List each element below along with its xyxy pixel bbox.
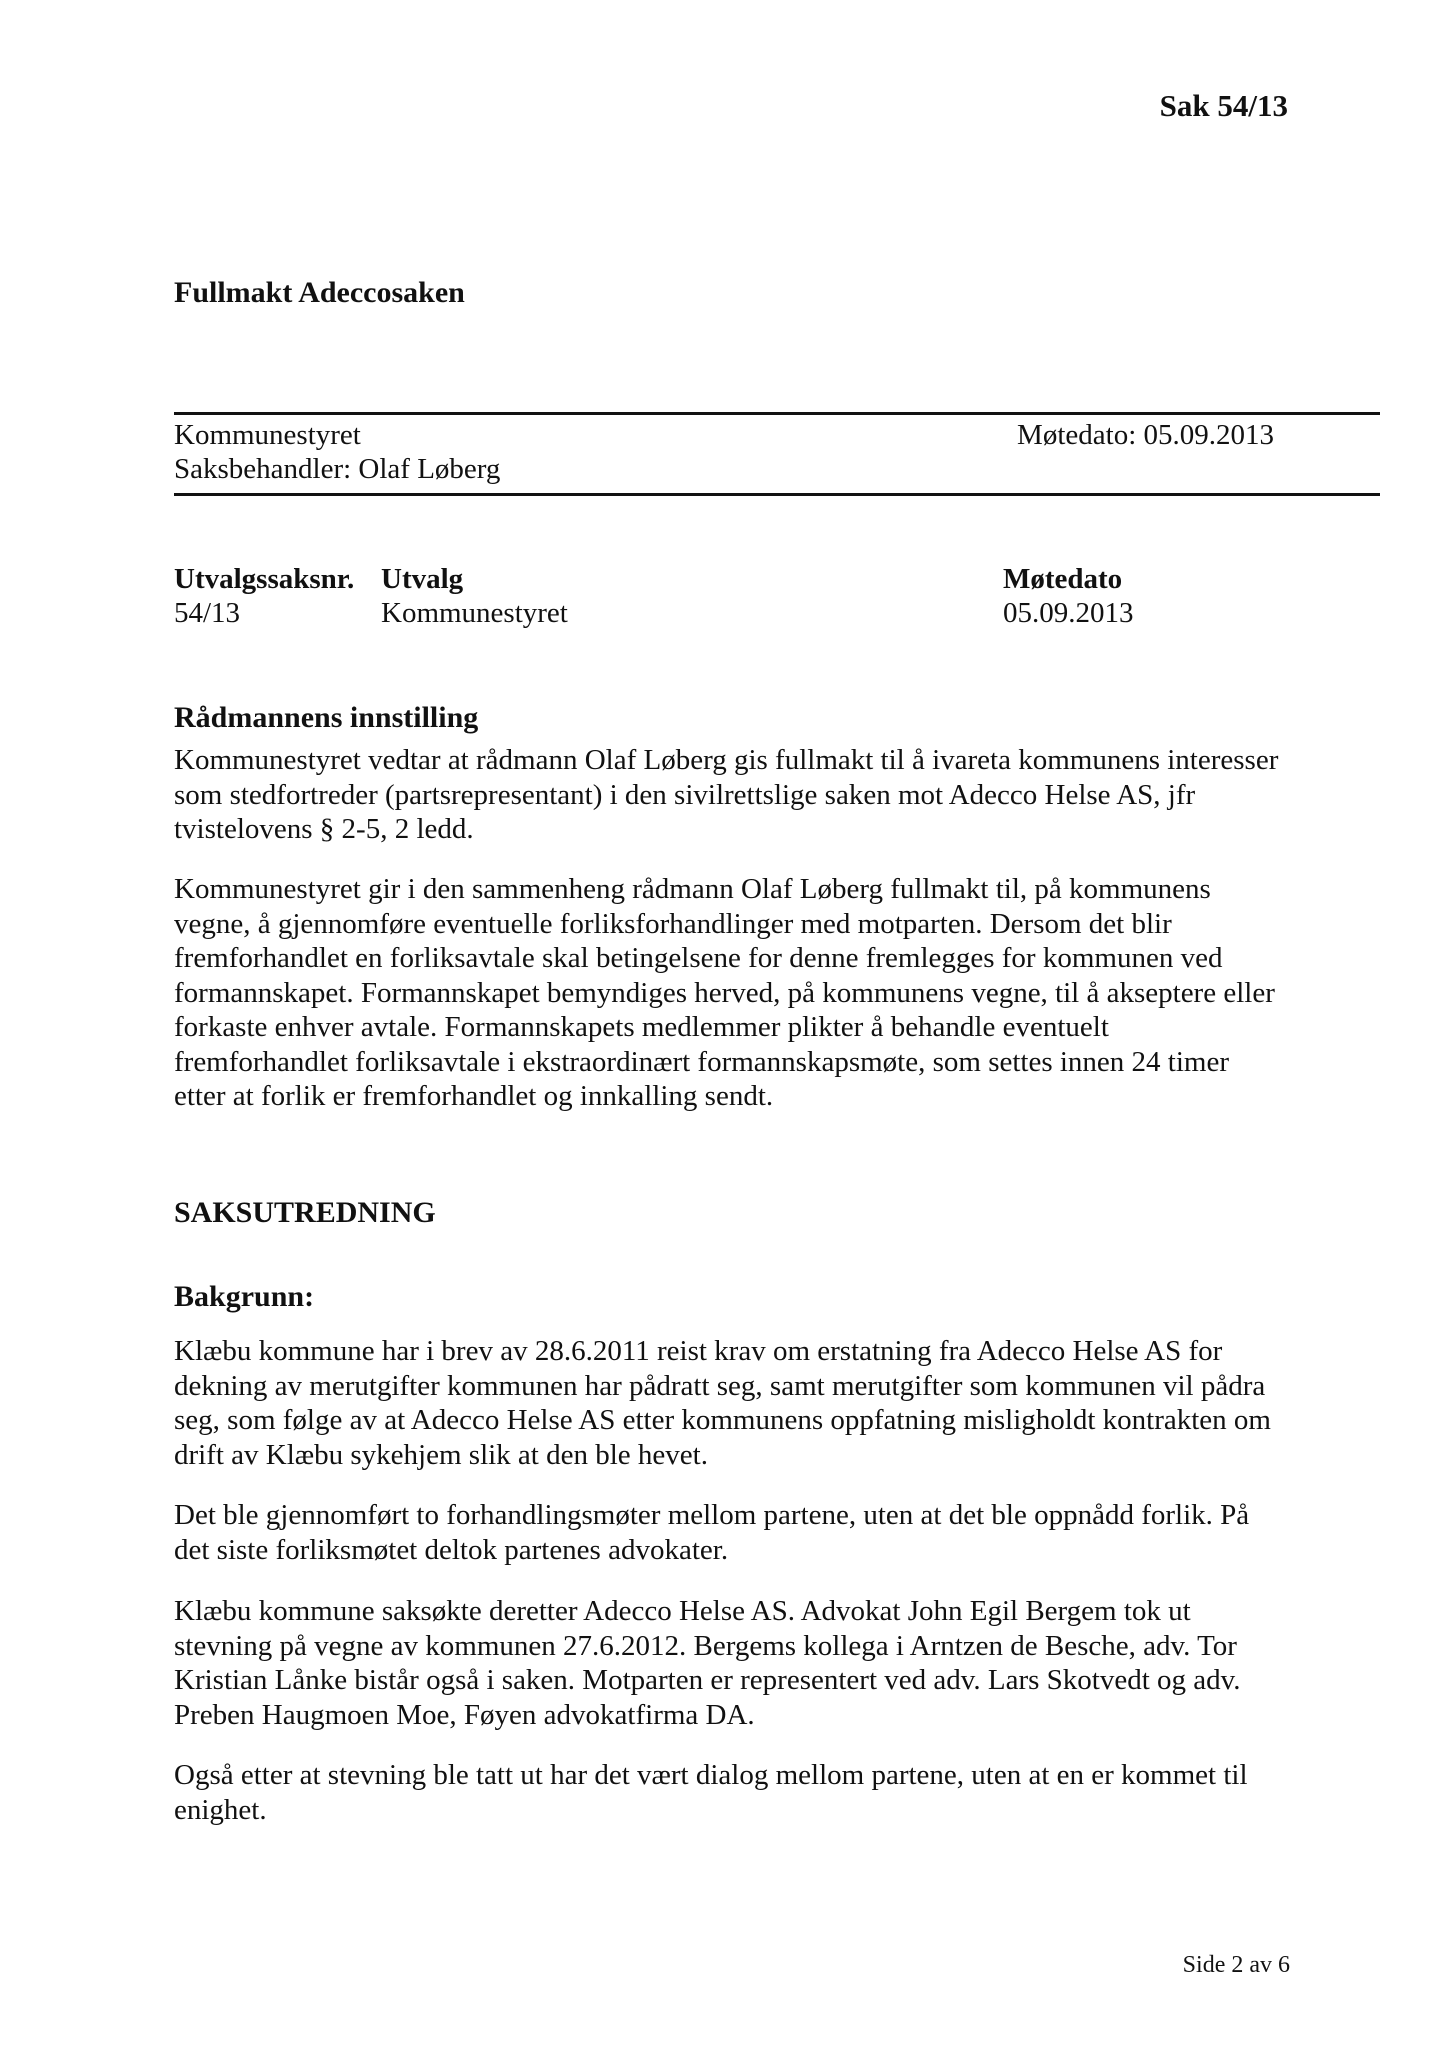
case-table-cell-committee: Kommunestyret <box>381 597 568 629</box>
background-paragraph-2: Det ble gjennomført to forhandlingsmøter mellom partene, uten at det ble oppnådd forlik. På det siste forliksmøtet deltok partenes advokater. <box>174 1499 1250 1566</box>
case-reference: Sak 54/13 <box>1159 88 1288 123</box>
recommendation-paragraph-1: Kommunestyret vedtar at rådmann Olaf Løberg gis fullmakt til å ivareta kommunens interesser som stedfortreder (partsrepresentant) i den sivilrettslige saken mot Adecco Helse AS, jfr tvistelovens § 2-5, 2 ledd. <box>174 744 1279 845</box>
background-paragraph-4: Også etter at stevning ble tatt ut har det vært dialog mellom partene, uten at en er kommet til enighet. <box>174 1759 1248 1826</box>
case-table-cell-date: 05.09.2013 <box>1003 597 1134 629</box>
recommendation-paragraph-2: Kommunestyret gir i den sammenheng rådmann Olaf Løberg fullmakt til, på kommunens vegne, å gjennomføre eventuelle forliksforhandlinger med motparten. Dersom det blir fremforhandlet en forliksavtale skal betingelsene for denne fremlegges for kommunen ved formannskapet. Formannskapet bemyndiges herved, på kommunens vegne, til å akseptere eller forkaste enhver avtale. Formannskapets medlemmer plikter å behandle eventuelt fremforhandlet forliksavtale i ekstraordinært formannskapsmøte, som settes innen 24 timer etter at forlik er fremforhandlet og innkalling sendt. <box>174 873 1275 1112</box>
case-table-cell-number: 54/13 <box>174 597 241 629</box>
recommendation-heading: Rådmannens innstilling <box>174 701 479 734</box>
background-paragraph-3: Klæbu kommune saksøkte deretter Adecco Helse AS. Advokat John Egil Bergem tok ut stevning på vegne av kommunen 27.6.2012. Bergems kollega i Arntzen de Besche, adv. Tor Kristian Lånke bistår også i saken. Motparten er representert ved adv. Lars Skotvedt og adv. Preben Haugmoen Moe, Føyen advokatfirma DA. <box>174 1595 1241 1731</box>
case-handler: Saksbehandler: Olaf Løberg <box>174 453 501 485</box>
background-subheading: Bakgrunn: <box>174 1280 315 1313</box>
meeting-date: Møtedato: 05.09.2013 <box>1017 419 1274 451</box>
case-table-header-date: Møtedato <box>1003 563 1123 595</box>
document-title: Fullmakt Adeccosaken <box>174 276 465 309</box>
committee-name: Kommunestyret <box>174 419 361 451</box>
case-table-header-committee: Utvalg <box>381 563 464 595</box>
page-number: Side 2 av 6 <box>1182 1952 1290 1978</box>
background-paragraph-1: Klæbu kommune har i brev av 28.6.2011 reist krav om erstatning fra Adecco Helse AS for dekning av merutgifter kommunen har pådratt seg, samt merutgifter som kommunen vil pådra seg, som følge av at Adecco Helse AS etter kommunens oppfatning misligholdt kontrakten om drift av Klæbu sykehjem slik at den ble hevet. <box>174 1335 1271 1471</box>
case-table-header-number: Utvalgssaksnr. <box>174 563 355 595</box>
meeting-info-box <box>174 412 1380 496</box>
case-review-heading: SAKSUTREDNING <box>174 1196 436 1229</box>
